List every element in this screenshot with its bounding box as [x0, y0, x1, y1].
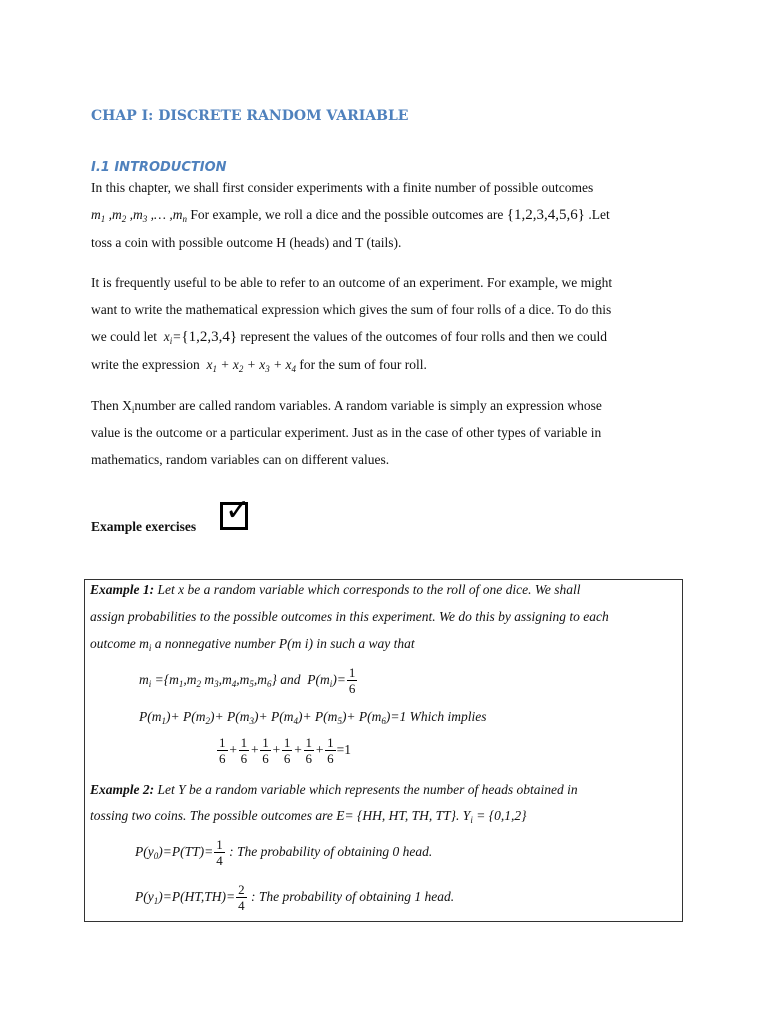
- fraction-denominator: 6: [240, 751, 248, 767]
- example1-line-3-b: a nonnegative number P(m i) in such a way that: [154, 636, 415, 651]
- para2-line-4-a: write the expression: [91, 357, 200, 372]
- checkbox-icon: [220, 493, 251, 530]
- example1-line-1: [90, 576, 580, 603]
- example-exercises-label: Example exercises: [91, 519, 197, 534]
- example1-eq-1-text: $m_i =\{m_1,m_2$ $m_3,m_4,m_5,m_6$} and $P(m_i)=$: [139, 672, 346, 689]
- outcomes-math: $m_1$ $,m_2$ $,m_3$ ,… $,m_n$: [91, 207, 188, 224]
- para2-line-3-b: represent the values of the outcomes of four rolls and then we could: [240, 329, 608, 344]
- example1-line-1-text: Let x be a random variable which corresponds to the roll of one dice. We shall: [157, 582, 581, 597]
- example1-line-2: assign probabilities to the possible outcomes in this experiment. We do this by assigning to each: [90, 609, 609, 624]
- para3-line-1: [91, 392, 602, 419]
- outcomes-set: {1,2,3,4,5,6}: [506, 207, 585, 223]
- p0-fraction: [214, 838, 225, 867]
- fraction-denominator: 6: [305, 751, 312, 767]
- example2-line-1-text: Let Y be a random variable which represents the number of heads obtained in: [157, 782, 578, 797]
- example2-line-1: [90, 776, 578, 803]
- p0-lhs: $P(y_0)=P(TT)=$: [135, 844, 214, 861]
- fraction-numerator: 1: [240, 735, 248, 751]
- example2-line-2-b: = {0,1,2}: [476, 808, 527, 823]
- example2-line-2: [90, 802, 527, 829]
- section-heading: I.1 INTRODUCTION: [91, 160, 227, 175]
- equation-result: =1: [336, 742, 351, 757]
- intro-line-1: In this chapter, we shall first consider experiments with a finite number of possible outcomes: [91, 180, 594, 195]
- fraction-denominator: 4: [238, 898, 245, 914]
- fraction-6: [325, 736, 336, 765]
- example2-line-2-a: tossing two coins. The possible outcomes are E= {HH, HT, TH, TT}. Y: [90, 808, 471, 823]
- example1-eq-1: [139, 666, 358, 695]
- intro-line-2-tail: .Let: [588, 207, 610, 222]
- example1-line-3: [90, 630, 415, 657]
- para2-line-4-b: for the sum of four roll.: [299, 357, 427, 372]
- fraction-numerator: 1: [348, 665, 356, 681]
- fraction-numerator: 2: [238, 882, 245, 898]
- example1-line-3-a: outcome m: [90, 636, 149, 651]
- para2-line-3: [91, 323, 607, 351]
- fraction-4: [282, 736, 293, 765]
- example2-p0: [135, 838, 432, 867]
- intro-line-3: toss a coin with possible outcome H (heads) and T (tails).: [91, 235, 402, 250]
- para3-line-1-b: number are called random variables. A random variable is simply an expression whose: [134, 398, 602, 413]
- example1-eq-2: $P(m_1)+ P(m_2)+ P(m_3)+ P(m_4)+ P(m_5)+ P(m_6)=1$ Which implies: [139, 709, 487, 726]
- intro-line-2: [91, 201, 610, 229]
- para2-line-3-a: we could let: [91, 329, 157, 344]
- fraction-denominator: 6: [348, 681, 356, 697]
- para3-line-1-a: Then X: [91, 398, 132, 413]
- example1-line-3-sub: i: [148, 643, 152, 653]
- example2-line-2-sub: i: [470, 815, 473, 825]
- example2-label: Example 2:: [90, 782, 155, 797]
- p1-fraction: [236, 883, 247, 912]
- fraction-3: [260, 736, 271, 765]
- example2-p1: [135, 883, 454, 912]
- p0-description: : The probability of obtaining 0 head.: [229, 844, 433, 859]
- para3-line-2: value is the outcome or a particular experiment. Just as in the case of other types of variable in: [91, 425, 602, 440]
- fraction-numerator: 1: [327, 735, 334, 751]
- xi-set-math: $x_i=\{1,2,3,4\}$: [163, 329, 238, 346]
- fraction-numerator: 1: [305, 735, 312, 751]
- fraction-denominator: 6: [219, 751, 226, 767]
- para2-line-4: [91, 351, 427, 378]
- fraction-numerator: 1: [283, 735, 291, 751]
- fraction-numerator: 1: [216, 837, 223, 853]
- para2-line-1: It is frequently useful to be able to refer to an outcome of an experiment. For example, we might: [91, 275, 613, 290]
- fraction-denominator: 6: [283, 751, 291, 767]
- para3-line-3: mathematics, random variables can on different values.: [91, 452, 390, 467]
- example1-eq-3: $\frac{1}{6}$ + $\frac{1}{6}$ + $\frac{1}{6}$ + $\frac{1}{6}$ + $\frac{1}{6}$ + $\frac{1}{6}$ =1: [219, 735, 351, 767]
- chapter-title: CHAP I: DISCRETE RANDOM VARIABLE: [91, 108, 409, 124]
- sum-expression-math: $x_1 + x_2 + x_3 + x_4$: [206, 357, 297, 374]
- fraction-denominator: 6: [327, 751, 334, 767]
- para2-line-2: want to write the mathematical expression which gives the sum of four rolls of a dice. To do this: [91, 302, 612, 317]
- example1-label: Example 1:: [90, 582, 155, 597]
- example1-eq-1-fraction: [347, 666, 358, 695]
- checkmark-icon: ✓: [225, 493, 251, 528]
- fraction-1: [217, 736, 228, 765]
- fraction-numerator: 1: [262, 735, 269, 751]
- intro-line-2-text: For example, we roll a dice and the possible outcomes are: [190, 207, 504, 222]
- para3-line-1-sub: i: [131, 405, 135, 415]
- fraction-5: [304, 736, 315, 765]
- fraction-2: [239, 736, 250, 765]
- fraction-denominator: 6: [262, 751, 269, 767]
- fraction-denominator: 4: [216, 853, 223, 869]
- p1-description: : The probability of obtaining 1 head.: [250, 889, 455, 904]
- p1-lhs: $P(y_1)=P(HT,TH)=$: [135, 889, 236, 906]
- fraction-numerator: 1: [219, 735, 226, 751]
